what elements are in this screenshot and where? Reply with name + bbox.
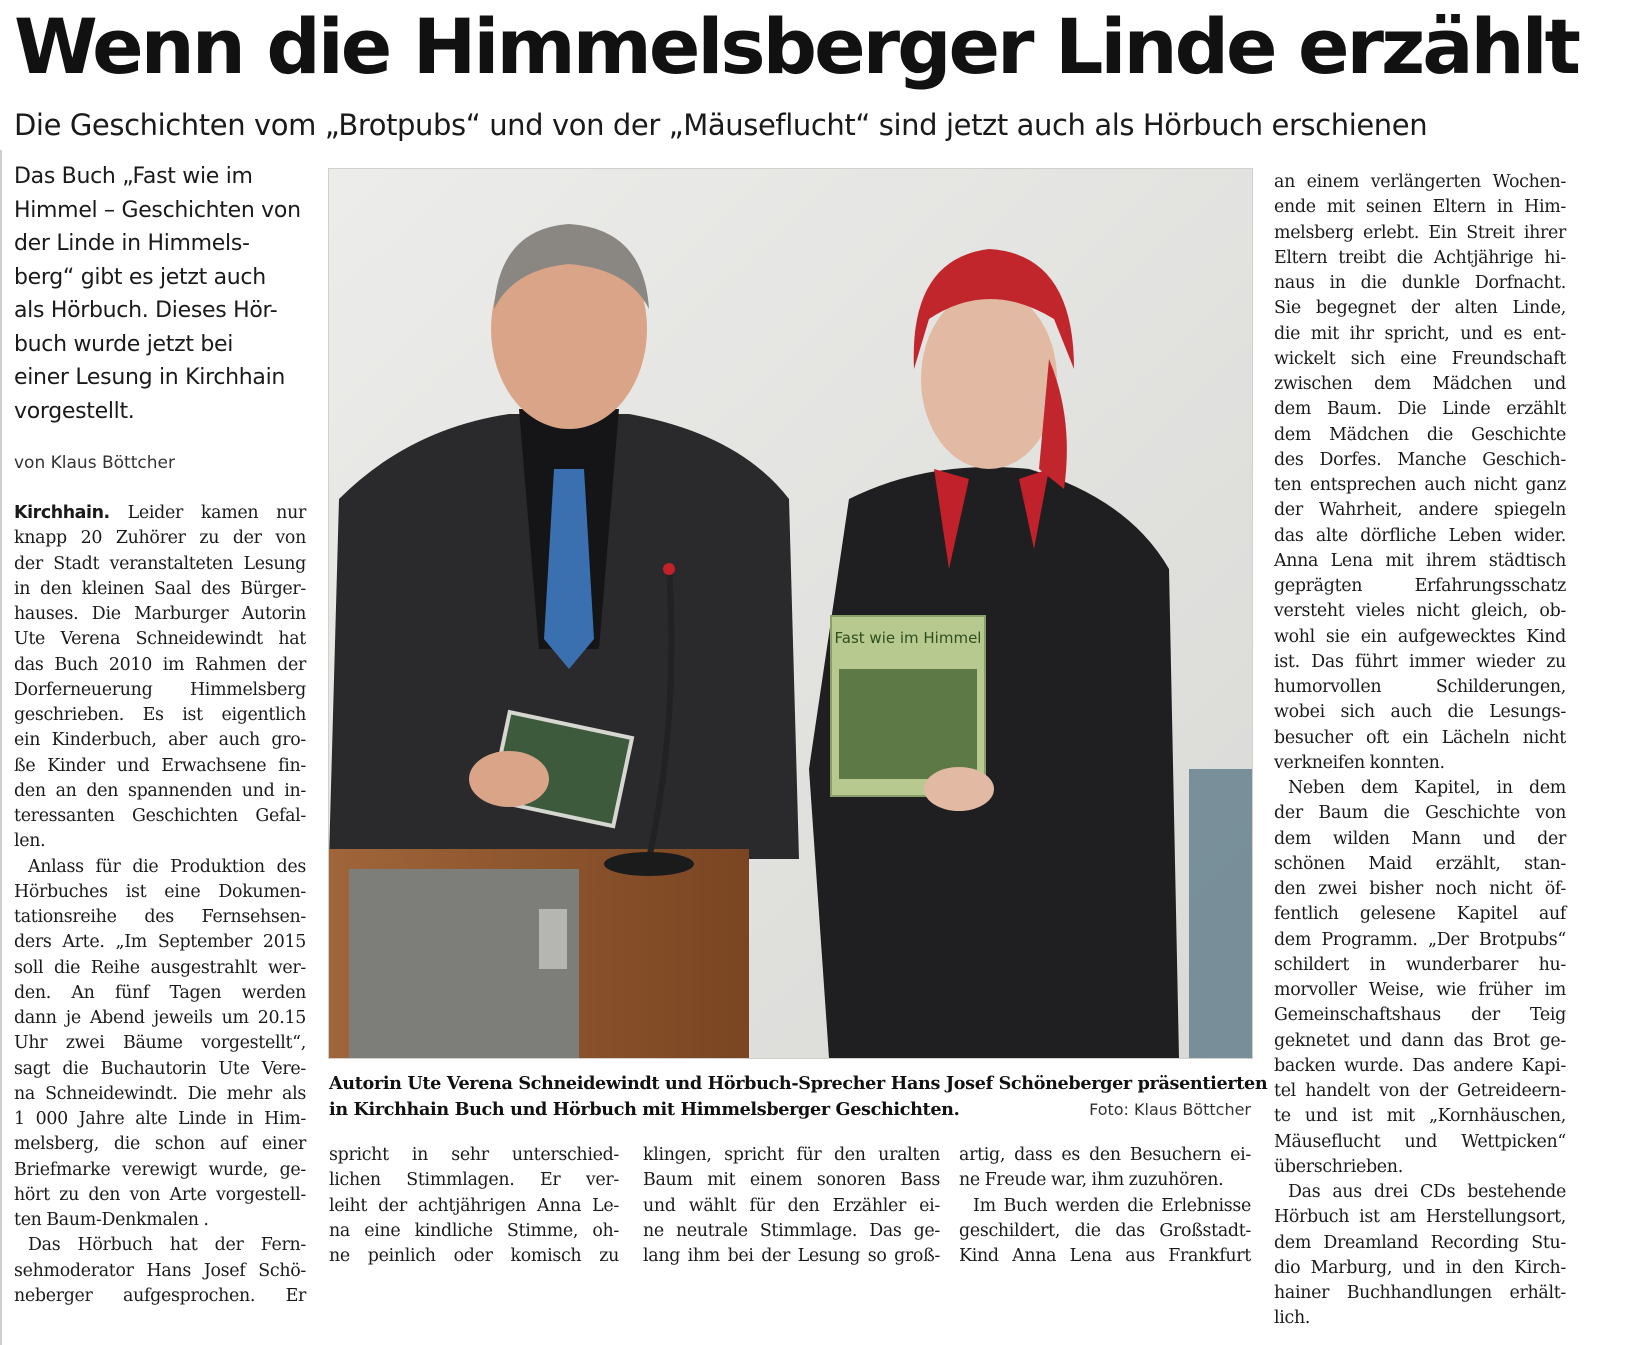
body-line: überschrieben. — [1274, 1156, 1403, 1177]
body-line: ten Baum-Denkmalen . — [14, 1210, 209, 1230]
dateline: Kirchhain. — [14, 503, 110, 523]
body-line: Sie begegnet der alten Linde, — [1274, 298, 1566, 319]
body-line: ne Freude war, ihm zuzuhören. — [959, 1170, 1224, 1191]
article-column-5 — [1274, 170, 1566, 1332]
photo-illustration — [329, 169, 1252, 1058]
body-line: na eine kindliche Stimme, oh- — [329, 1220, 619, 1241]
headline: Wenn die Himmelsberger Linde erzählt — [14, 2, 1578, 91]
body-line: ders Arte. „Im September 2015 — [14, 932, 306, 953]
body-line: wickelt sich eine Freundschaft — [1274, 348, 1566, 369]
lead-paragraph — [14, 160, 314, 428]
body-line: Gemeinschaftshaus der Teig — [1274, 1005, 1566, 1026]
body-line: knapp 20 Zuhörer zu der von — [14, 528, 306, 549]
body-line: hainer Buchhandlungen erhält- — [1274, 1283, 1566, 1303]
body-line: Uhr zwei Bäume vorgestellt“, — [14, 1033, 306, 1054]
lead-line: Das Buch „Fast wie im — [14, 164, 253, 189]
caption-line: Autorin Ute Verena Schneidewindt und Hörbuch-Sprecher Hans Josef Schöneberger präsentierten — [329, 1073, 1268, 1094]
body-line: die mit ihr spricht, und es ent- — [1274, 323, 1566, 344]
body-line: Ute Verena Schneidewindt hat — [14, 629, 306, 650]
body-line: ten entsprechen auch nicht ganz — [1274, 475, 1566, 495]
body-line: Briefmarke verewigt wurde, ge- — [14, 1159, 306, 1180]
body-line: artig, dass es den Besuchern ei- — [959, 1145, 1251, 1165]
body-line: Anna Lena mit ihrem städtisch — [1274, 550, 1566, 571]
body-line: der Baum die Geschichte von — [1274, 803, 1566, 824]
caption-line: in Kirchhain Buch und Hörbuch mit Himmelsberger Geschichten. — [329, 1098, 960, 1120]
body-line: na Schneidewindt. Die mehr als — [14, 1083, 306, 1104]
body-line: das Buch 2010 im Rahmen der — [14, 654, 306, 675]
article-column-1 — [14, 501, 306, 1309]
body-line: dio Marburg, und in den Kirch- — [1274, 1257, 1566, 1278]
body-line: Hörbuches ist eine Dokumen- — [14, 881, 306, 902]
body-line: hört zu den von Arte vorgestell- — [14, 1184, 306, 1205]
body-line: den. An fünf Tagen werden — [14, 982, 306, 1003]
body-line: Baum mit einem sonoren Bass — [643, 1170, 940, 1191]
book-title: Fast wie im Himmel — [834, 629, 982, 647]
article-photo — [328, 168, 1253, 1059]
body-line: dem wilden Mann und der — [1274, 828, 1566, 849]
body-line: ist. Das führt immer wieder zu — [1274, 651, 1566, 672]
body-line: geschrieben. Es ist eigentlich — [14, 705, 306, 725]
body-line: spricht in sehr unterschied- — [329, 1145, 619, 1165]
body-line: geknetet und dann das Brot ge- — [1274, 1030, 1566, 1051]
body-line: Hörbuch ist am Herstellungsort, — [1274, 1207, 1566, 1228]
body-line: melsberg erlebt. Ein Streit ihrer — [1274, 222, 1566, 243]
body-line: das alte dörfliche Leben wider. — [1274, 525, 1566, 546]
body-line: ein Kinderbuch, aber auch gro- — [14, 730, 306, 751]
article-column-2 — [329, 1143, 619, 1269]
body-line: dem Programm. „Der Brotpubs“ — [1274, 929, 1566, 950]
byline: von Klaus Böttcher — [14, 453, 175, 473]
body-line: ende mit seinen Eltern in Him- — [1274, 197, 1566, 218]
body-line: dann je Abend jeweils um 20.15 — [14, 1008, 306, 1028]
body-line: der Wahrheit, andere spiegeln — [1274, 500, 1566, 521]
body-line: klingen, spricht für den uralten — [643, 1145, 940, 1165]
body-line: ße Kinder und Erwachsene fin- — [14, 755, 306, 776]
body-line: dem Dreamland Recording Stu- — [1274, 1232, 1566, 1253]
body-line: Neben dem Kapitel, in dem — [1288, 778, 1566, 798]
body-line: Eltern treibt die Achtjährige hi- — [1274, 247, 1566, 268]
body-line: versteht vieles nicht gleich, ob- — [1274, 601, 1566, 622]
body-line: dem Baum. Die Linde erzählt — [1274, 399, 1566, 420]
article-column-4 — [959, 1143, 1251, 1269]
body-line: Im Buch werden die Erlebnisse — [973, 1195, 1251, 1216]
body-line: te und ist mit „Kornhäuschen, — [1274, 1106, 1566, 1127]
body-line: hauses. Die Marburger Autorin — [14, 604, 306, 624]
lead-line: berg“ gibt es jetzt auch — [14, 264, 266, 290]
body-line: len. — [14, 831, 46, 852]
photo-credit: Foto: Klaus Böttcher — [1089, 1100, 1251, 1119]
body-line: geschildert, die das Großstadt- — [959, 1220, 1251, 1241]
body-line: den an den spannenden und in- — [14, 780, 306, 801]
body-line: Das Hörbuch hat der Fern- — [28, 1235, 306, 1256]
body-line: lichen Stimmlagen. Er ver- — [329, 1170, 619, 1191]
body-line: melsberg, die schon auf einer — [14, 1134, 306, 1155]
article-column-3 — [643, 1143, 940, 1269]
body-line: teressanten Geschichten Gefal- — [14, 806, 306, 826]
body-line: soll die Reihe ausgestrahlt wer- — [14, 957, 306, 978]
body-line: ne peinlich oder komisch zu — [329, 1246, 619, 1266]
body-line: Dorferneuerung Himmelsberg — [14, 679, 306, 700]
body-line: zwischen dem Mädchen und — [1274, 374, 1566, 394]
body-line: Kind Anna Lena aus Frankfurt — [959, 1246, 1251, 1266]
body-line: humorvollen Schilderungen, — [1274, 677, 1566, 697]
body-line: verkneifen konnten. — [1274, 752, 1445, 773]
body-line: backen wurde. Das andere Kapi- — [1274, 1055, 1566, 1076]
body-line: den zwei bisher noch nicht öf- — [1274, 879, 1566, 899]
body-line: tel handelt von der Getreideern- — [1274, 1081, 1566, 1101]
body-line: und wählt für den Erzähler ei- — [643, 1195, 940, 1216]
body-line: sehmoderator Hans Josef Schö- — [14, 1260, 306, 1281]
body-line: morvoller Weise, wie früher im — [1274, 980, 1566, 1000]
body-line: schildert in wunderbarer hu- — [1274, 954, 1566, 975]
body-line: lich. — [1274, 1308, 1311, 1329]
body-line: tationsreihe des Fernsehsen- — [14, 907, 306, 927]
body-line: Mäuseflucht und Wettpicken“ — [1274, 1131, 1566, 1152]
lead-line: der Linde in Himmels- — [14, 231, 250, 256]
body-line: 1 000 Jahre alte Linde in Him- — [14, 1109, 306, 1129]
body-line: des Dorfes. Manche Geschich- — [1274, 449, 1566, 470]
body-line: besucher oft ein Lächeln nicht — [1274, 727, 1566, 748]
body-line: naus in die dunkle Dorfnacht. — [1274, 273, 1566, 293]
body-line: in den kleinen Saal des Bürger- — [14, 578, 306, 599]
body-line: lang ihm bei der Lesung so groß- — [643, 1246, 940, 1266]
body-line: Leider kamen nur — [109, 503, 306, 523]
body-line: an einem verlängerten Wochen- — [1274, 172, 1566, 192]
body-line: ne neutrale Stimmlage. Das ge- — [643, 1220, 940, 1241]
body-line: schönen Maid erzählt, stan- — [1274, 853, 1566, 874]
lead-line: Himmel – Geschichten von — [14, 197, 301, 223]
body-line: der Stadt veranstalteten Lesung — [14, 553, 306, 574]
body-line: geprägten Erfahrungsschatz — [1274, 576, 1566, 596]
body-line: dem Mädchen die Geschichte — [1274, 424, 1566, 445]
body-line: Anlass für die Produktion des — [28, 856, 306, 877]
subheadline: Die Geschichten vom „Brotpubs“ und von der „Mäuseflucht“ sind jetzt auch als Hörbuch erschienen — [14, 108, 1428, 142]
lead-line: einer Lesung in Kirchhain — [14, 365, 286, 390]
body-line: fentlich gelesene Kapitel auf — [1274, 904, 1566, 925]
body-line: sagt die Buchautorin Ute Vere- — [14, 1058, 306, 1079]
body-line: wobei sich auch die Lesungs- — [1274, 702, 1566, 723]
column-rule — [0, 150, 2, 1345]
lead-line: als Hörbuch. Dieses Hör- — [14, 298, 278, 323]
body-line: Das aus drei CDs bestehende — [1288, 1182, 1566, 1202]
lead-line: buch wurde jetzt bei — [14, 331, 234, 357]
body-line: neberger aufgesprochen. Er — [14, 1285, 306, 1306]
body-line: wohl sie ein aufgewecktes Kind — [1274, 626, 1566, 647]
lead-line: vorgestellt. — [14, 398, 135, 424]
body-line: leiht der achtjährigen Anna Le- — [329, 1195, 619, 1216]
